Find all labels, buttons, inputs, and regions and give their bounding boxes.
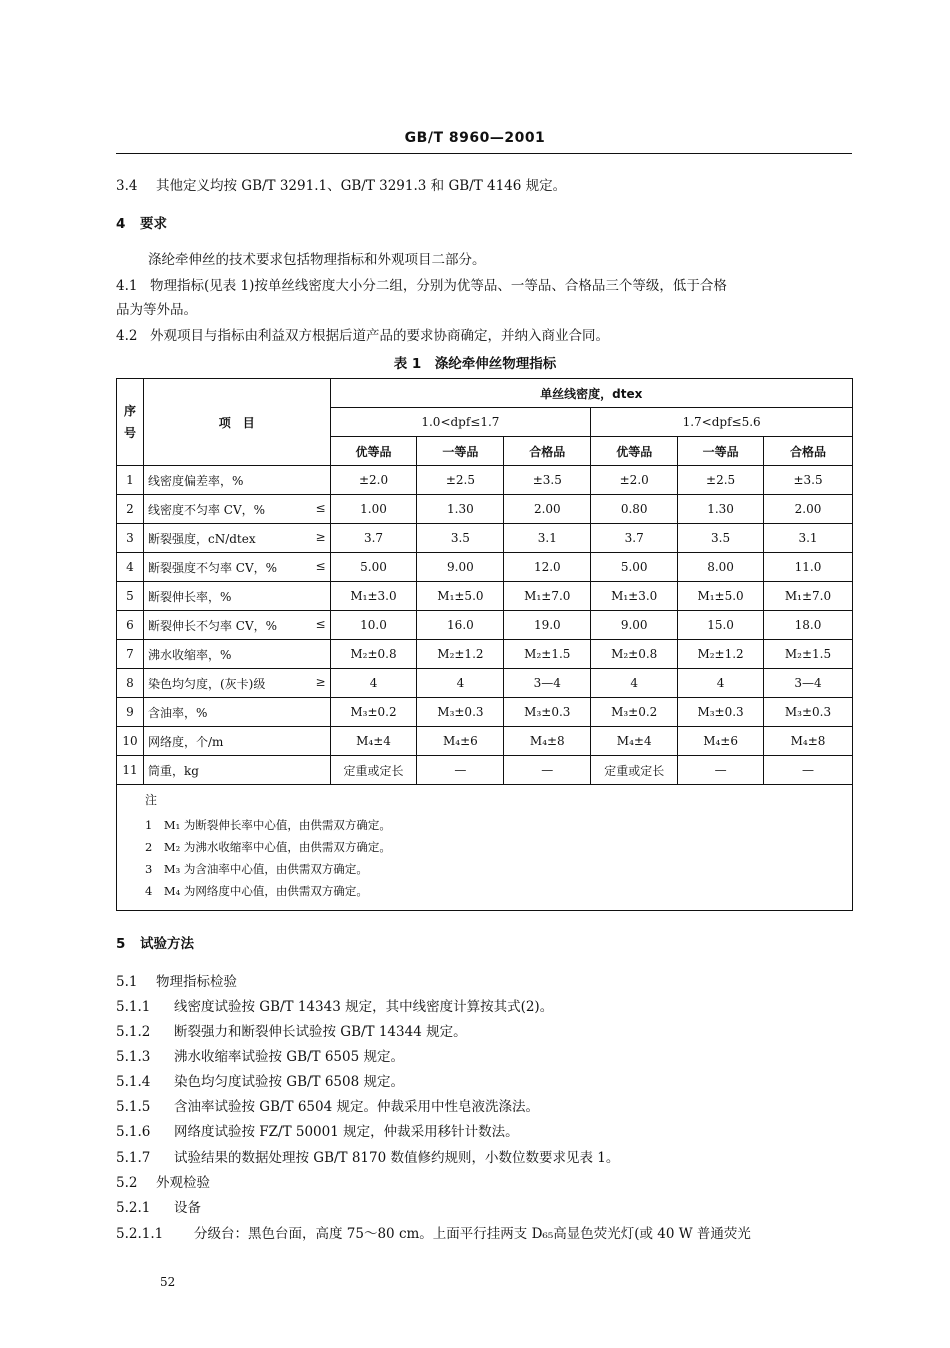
header-linear-density: 单丝线密度，dtex [330,379,852,408]
row-item-symbol: ≤ [315,616,326,631]
row-seq: 4 [117,553,144,582]
row-item [143,727,330,756]
clause-text: 设备 [174,1200,201,1216]
cell-value: 3.5 [678,524,764,553]
row-item [143,698,330,727]
row-seq: 5 [117,582,144,611]
clause-text: 断裂强力和断裂伸长试验按 GB/T 14344 规定。 [174,1024,467,1040]
clause-4-1 [116,276,727,296]
row-seq: 10 [117,727,144,756]
row-seq: 2 [117,495,144,524]
clause-text: 含油率试验按 GB/T 6504 规定。仲裁采用中性皂液洗涤法。 [174,1099,539,1115]
cell-value: ±3.5 [764,466,853,495]
row-item-symbol: ≤ [315,558,326,573]
header-rule [116,153,852,154]
table-row [117,698,853,727]
clause-number: 5.1.4 [116,1074,151,1090]
cell-value: 3.7 [330,524,417,553]
row-item [143,669,330,698]
header-grade: 一等品 [678,437,764,466]
section-title: 试验方法 [140,936,194,952]
table-notes [117,785,853,911]
note-item: 1 M₁ 为断裂伸长率中心值，由供需双方确定。 [145,818,391,832]
cell-value: M₁±5.0 [417,582,504,611]
cell-value: 定重或定长 [330,756,417,785]
clause-text: 外观检验 [156,1175,210,1191]
clause-4-1-continued: 品为等外品。 [116,302,197,318]
section-5-heading [116,934,194,954]
cell-value: M₂±1.5 [504,640,591,669]
cell-value: 12.0 [504,553,591,582]
clause-5-2-1 [116,1198,201,1218]
cell-value: M₄±6 [678,727,764,756]
table-caption: 表 1 涤纶牵伸丝物理指标 [393,356,557,372]
cell-value: 2.00 [764,495,853,524]
cell-value: 1.00 [330,495,417,524]
header-item: 项 目 [143,379,330,466]
clause-3-4 [116,176,566,196]
table-row [117,582,853,611]
clause-5-1-7 [116,1148,619,1168]
clause-text: 染色均匀度试验按 GB/T 6508 规定。 [174,1074,404,1090]
cell-value: M₄±4 [591,727,678,756]
cell-value: M₁±7.0 [764,582,853,611]
cell-value: M₂±1.2 [678,640,764,669]
clause-5-1 [116,972,237,992]
table-row [117,495,853,524]
clause-number: 5.1.6 [116,1124,151,1140]
cell-value: — [678,756,764,785]
clause-number: 5.1.5 [116,1099,151,1115]
row-item-label: 线密度偏差率，% [147,473,244,488]
notes-row [117,785,853,911]
cell-value: 4 [591,669,678,698]
cell-value: 11.0 [764,553,853,582]
table-row [117,524,853,553]
row-item [143,524,330,553]
clause-text: 外观项目与指标由利益双方根据后道产品的要求协商确定，并纳入商业合同。 [150,328,609,344]
cell-value: M₃±0.3 [417,698,504,727]
cell-value: 15.0 [678,611,764,640]
clause-number: 5.2.1.1 [116,1226,164,1242]
cell-value: 1.30 [678,495,764,524]
header-grade: 优等品 [591,437,678,466]
cell-value: M₁±3.0 [591,582,678,611]
cell-value: M₃±0.2 [330,698,417,727]
row-item-label: 筒重，kg [147,763,199,778]
cell-value: M₃±0.3 [678,698,764,727]
cell-value: M₄±8 [764,727,853,756]
clause-text: 物理指标检验 [156,974,237,990]
row-item [143,553,330,582]
notes-title: 注 [145,793,158,807]
row-seq: 6 [117,611,144,640]
clause-number: 4.2 [116,328,138,344]
header-group-1: 1.0<dpf≤1.7 [330,408,591,437]
clause-text: 线密度试验按 GB/T 14343 规定，其中线密度计算按其式(2)。 [174,999,554,1015]
clause-text: 其他定义均按 GB/T 3291.1、GB/T 3291.3 和 GB/T 4146 规定。 [156,178,567,194]
clause-number: 5.2.1 [116,1200,151,1216]
row-item [143,611,330,640]
row-seq: 7 [117,640,144,669]
section-number: 5 [116,936,126,952]
row-item-label: 线密度不匀率 CV，% [147,502,266,517]
cell-value: M₄±4 [330,727,417,756]
cell-value: M₂±0.8 [591,640,678,669]
clause-number: 5.1.3 [116,1049,151,1065]
cell-value: 3.5 [417,524,504,553]
cell-value: 5.00 [591,553,678,582]
table-row [117,727,853,756]
cell-value: ±3.5 [504,466,591,495]
cell-value: 8.00 [678,553,764,582]
clause-number: 5.2 [116,1175,138,1191]
cell-value: 2.00 [504,495,591,524]
cell-value: M₃±0.3 [764,698,853,727]
cell-value: M₁±7.0 [504,582,591,611]
clause-text: 试验结果的数据处理按 GB/T 8170 数值修约规则，小数位数要求见表 1。 [174,1150,620,1166]
table-row [117,640,853,669]
physical-indicators-table [116,378,853,911]
cell-value: 9.00 [591,611,678,640]
clause-5-1-4 [116,1072,404,1092]
cell-value: — [417,756,504,785]
cell-value: 16.0 [417,611,504,640]
row-item-label: 染色均匀度，(灰卡)级 [147,676,266,691]
header-grade: 合格品 [764,437,853,466]
row-seq: 9 [117,698,144,727]
cell-value: 18.0 [764,611,853,640]
row-item-symbol: ≥ [315,529,326,544]
header-grade: 合格品 [504,437,591,466]
table-row [117,466,853,495]
paragraph-intro: 涤纶牵伸丝的技术要求包括物理指标和外观项目二部分。 [148,252,486,268]
clause-number: 5.1.2 [116,1024,151,1040]
clause-5-2-1-1 [116,1224,751,1244]
cell-value: 3—4 [764,669,853,698]
row-item [143,582,330,611]
row-seq: 8 [117,669,144,698]
cell-value: 1.30 [417,495,504,524]
clause-text: 沸水收缩率试验按 GB/T 6505 规定。 [174,1049,404,1065]
cell-value: M₃±0.3 [504,698,591,727]
clause-5-1-3 [116,1047,404,1067]
cell-value: 9.00 [417,553,504,582]
row-item [143,640,330,669]
section-4-heading [116,214,167,234]
row-item-label: 断裂伸长率，% [147,589,232,604]
row-item-label: 断裂强度不匀率 CV，% [147,560,278,575]
cell-value: ±2.5 [417,466,504,495]
clause-5-1-6 [116,1122,519,1142]
row-seq: 11 [117,756,144,785]
row-item-label: 网络度，个/m [147,734,224,749]
section-number: 4 [116,216,126,232]
page-header: GB/T 8960—2001 [404,130,546,146]
cell-value: 10.0 [330,611,417,640]
header-seq: 序号 [117,379,144,466]
cell-value: M₁±3.0 [330,582,417,611]
table-header-row [117,379,853,408]
cell-value: ±2.0 [330,466,417,495]
cell-value: M₄±6 [417,727,504,756]
cell-value: 3.7 [591,524,678,553]
clause-5-1-2 [116,1022,467,1042]
note-item: 4 M₄ 为网络度中心值，由供需双方确定。 [145,884,368,898]
cell-value: 4 [330,669,417,698]
cell-value: 3.1 [764,524,853,553]
cell-value: — [764,756,853,785]
clause-number: 4.1 [116,278,138,294]
cell-value: 4 [678,669,764,698]
row-item [143,756,330,785]
clause-number: 5.1.1 [116,999,151,1015]
table-row [117,553,853,582]
table-row [117,756,853,785]
clause-text: 网络度试验按 FZ/T 50001 规定，仲裁采用移针计数法。 [174,1124,519,1140]
cell-value: 4 [417,669,504,698]
clause-text: 分级台：黑色台面，高度 75～80 cm。上面平行挂两支 D₆₅高显色荧光灯(或 40 W 普通荧光 [194,1226,751,1242]
note-item: 2 M₂ 为沸水收缩率中心值，由供需双方确定。 [145,840,391,854]
row-item [143,466,330,495]
cell-value: M₄±8 [504,727,591,756]
cell-value: 5.00 [330,553,417,582]
cell-value: 定重或定长 [591,756,678,785]
clause-number: 3.4 [116,178,138,194]
cell-value: M₂±1.5 [764,640,853,669]
page-number: 52 [160,1275,176,1289]
row-seq: 1 [117,466,144,495]
cell-value: — [504,756,591,785]
cell-value: M₃±0.2 [591,698,678,727]
cell-value: M₂±1.2 [417,640,504,669]
cell-value: M₂±0.8 [330,640,417,669]
clause-text: 物理指标(见表 1)按单丝线密度大小分二组，分别为优等品、一等品、合格品三个等级，低于合格 [150,278,727,294]
clause-5-1-1 [116,997,553,1017]
clause-4-2 [116,326,609,346]
table-body [117,466,853,785]
cell-value: ±2.5 [678,466,764,495]
cell-value: 3—4 [504,669,591,698]
section-title: 要求 [140,216,167,232]
table-row [117,611,853,640]
row-item-label: 断裂伸长不匀率 CV，% [147,618,278,633]
clause-number: 5.1.7 [116,1150,151,1166]
row-item-label: 含油率，% [147,705,208,720]
table-row [117,669,853,698]
row-seq: 3 [117,524,144,553]
cell-value: 3.1 [504,524,591,553]
note-item: 3 M₃ 为含油率中心值，由供需双方确定。 [145,862,368,876]
clause-5-2 [116,1173,210,1193]
row-item-label: 断裂强度，cN/dtex [147,531,256,546]
row-item [143,495,330,524]
cell-value: ±2.0 [591,466,678,495]
cell-value: 0.80 [591,495,678,524]
row-item-symbol: ≥ [315,674,326,689]
clause-5-1-5 [116,1097,539,1117]
cell-value: M₁±5.0 [678,582,764,611]
clause-number: 5.1 [116,974,138,990]
header-group-2: 1.7<dpf≤5.6 [591,408,853,437]
header-grade: 一等品 [417,437,504,466]
row-item-symbol: ≤ [315,500,326,515]
header-grade: 优等品 [330,437,417,466]
cell-value: 19.0 [504,611,591,640]
row-item-label: 沸水收缩率，% [147,647,232,662]
